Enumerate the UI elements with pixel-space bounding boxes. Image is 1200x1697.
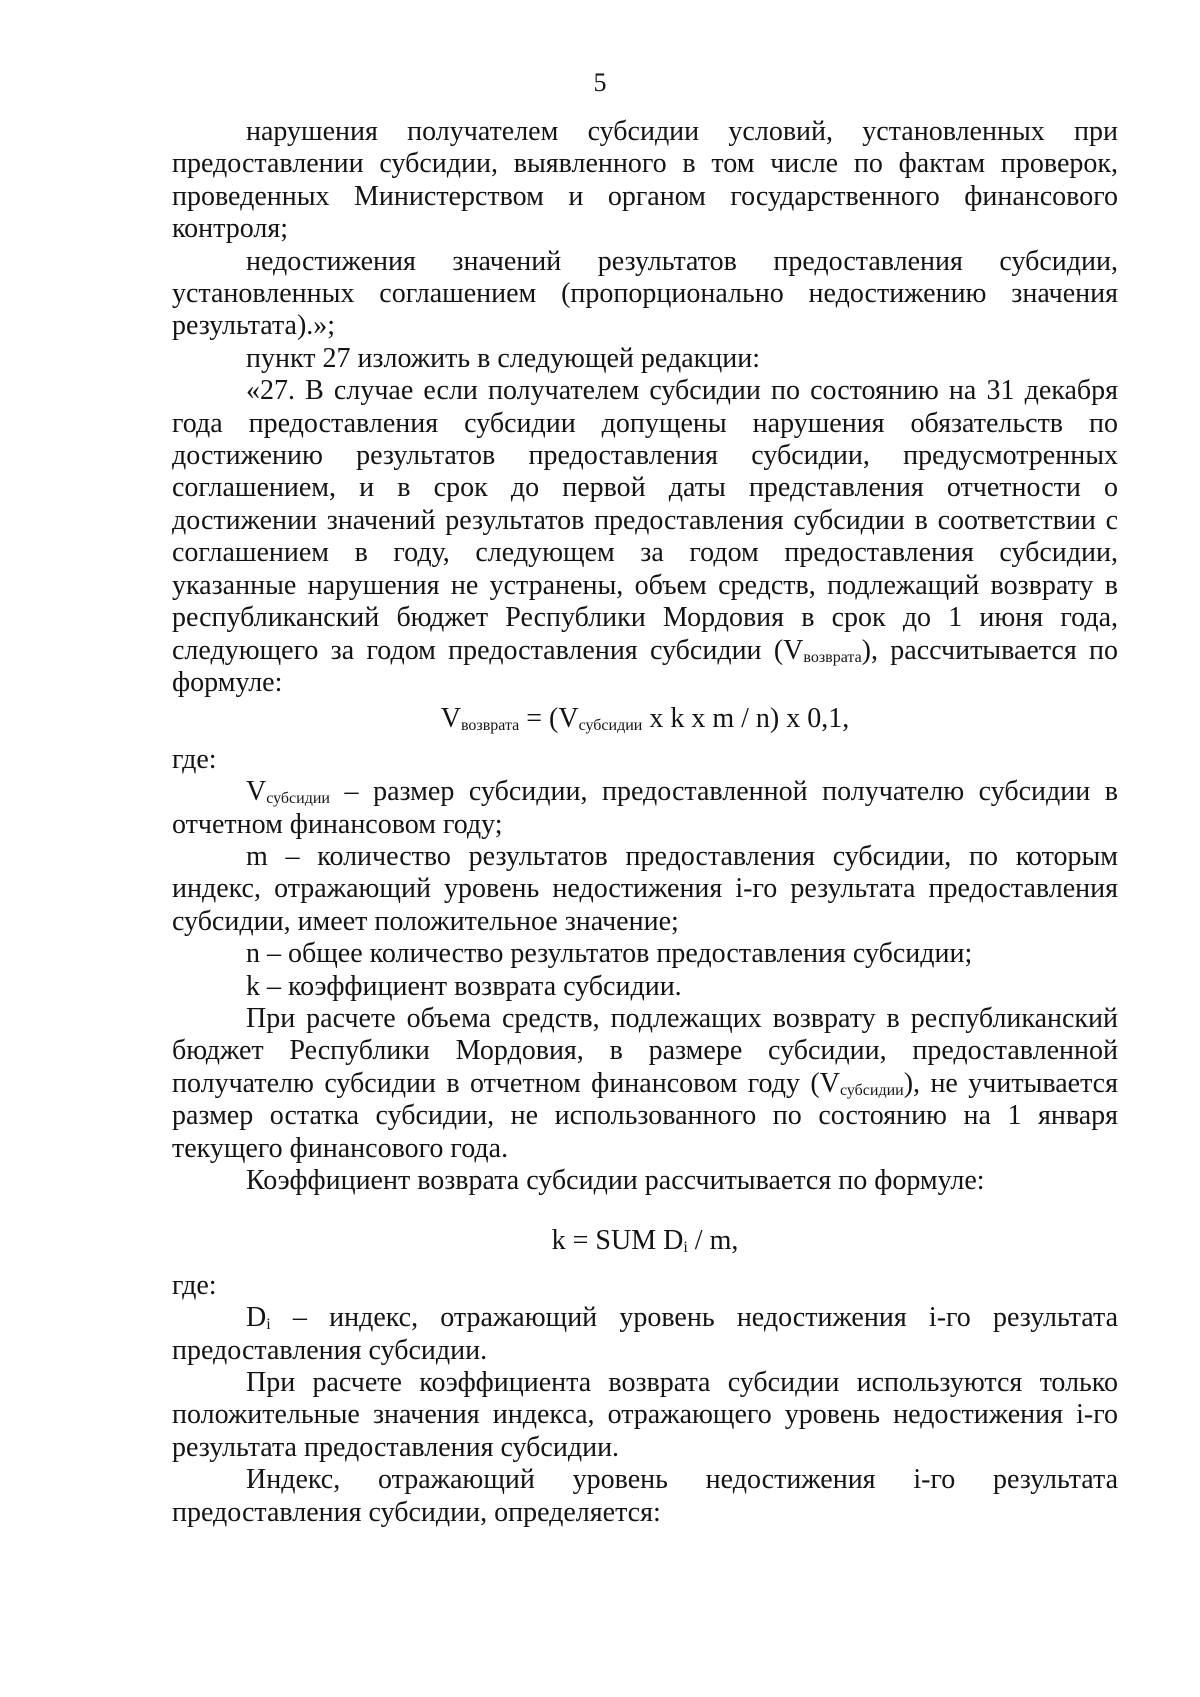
v-subsidy-text: – размер субсидии, предоставленной получателю субсидии в отчетном финансовом году; xyxy=(172,776,1118,840)
paragraph-amend-clause-27: пункт 27 изложить в следующей редакции: xyxy=(246,342,760,374)
d-symbol: D xyxy=(246,1302,267,1334)
formula1-mid-subscript: субсидии xyxy=(578,717,643,735)
paragraph-v-subsidy-definition xyxy=(172,776,1118,841)
formula1-tail: x k x m / n) x 0,1, xyxy=(642,703,850,735)
clause-27-subscript: возврата xyxy=(803,648,862,666)
formula2-main: k = SUM D xyxy=(551,1225,684,1257)
formula1-mid: = (V xyxy=(519,703,579,735)
d-definition-text: – индекс, отражающий уровень недостижения i-го результата предоставления субсидии. xyxy=(172,1302,1118,1366)
paragraph-k-definition: k – коэффициент возврата субсидии. xyxy=(246,970,682,1002)
paragraph-coefficient-intro: Коэффициент возврата субсидии рассчитывается по формуле: xyxy=(246,1165,985,1196)
page-number: 5 xyxy=(593,68,607,97)
where-label: где: xyxy=(172,743,217,775)
document-body xyxy=(172,116,1118,1529)
formula1-v: V xyxy=(440,703,461,735)
calculation-note-subscript: субсидии xyxy=(839,1081,904,1099)
paragraph-positive-values: При расчете коэффициента возврата субсидии используются только положительные значения индекса, отражающего уровень недостижения i-го результата предоставления субсидии. xyxy=(172,1367,1118,1463)
formula2-tail: / m, xyxy=(687,1225,739,1257)
clause-27-end: ), рассчитывается по формуле: xyxy=(172,634,1118,698)
v-subsidy-subscript: субсидии xyxy=(266,790,330,808)
paragraph-violation-conditions: нарушения получателем субсидии условий, установленных при предоставлении субсидии, выявленного в том числе по фактам проверок, проведенных Министерством и органом государственного финансового контроля; xyxy=(172,116,1118,245)
formula-coefficient xyxy=(172,1225,1118,1257)
where-label-2: где: xyxy=(172,1269,217,1301)
paragraph-index-determination: Индекс, отражающий уровень недостижения i-го результата предоставления субсидии, определяется: xyxy=(172,1464,1118,1528)
paragraph-d-definition xyxy=(172,1302,1118,1367)
d-subscript: i xyxy=(266,1316,271,1334)
paragraph-clause-27 xyxy=(172,375,1118,699)
calculation-note-text: При расчете объема средств, подлежащих возврату в республиканский бюджет Республики Мордовия, в размере субсидии, предоставленной получателю субсидии в отчетном финансовом году (V xyxy=(172,1002,1118,1099)
paragraph-n-definition: n – общее количество результатов предоставления субсидии; xyxy=(246,938,973,970)
v-symbol: V xyxy=(246,776,267,808)
formula-return-amount xyxy=(172,703,1118,735)
calculation-note-end: ), не учитывается размер остатка субсидии, не использованного по состоянию на 1 января текущего финансового года. xyxy=(172,1067,1118,1164)
paragraph-m-definition: m – количество результатов предоставления субсидии, по которым индекс, отражающий уровень недостижения i-го результата предоставления субсидии, имеет положительное значение; xyxy=(172,840,1118,937)
clause-27-text: «27. В случае если получателем субсидии по состоянию на 31 декабря года предоставления субсидии допущены нарушения обязательств по достижению результатов предоставления субсидии, предусмотренных соглашением, и в срок до первой даты представления отчетности о достижении значений результатов предоставления субсидии в соответствии с соглашением в году, следующем за годом предоставления субсидии, указанные нарушения не устранены, объем средств, подлежащий возврату в республиканский бюджет Республики Мордовия в срок до 1 июня года, следующего за годом предоставления субсидии (V xyxy=(172,375,1118,666)
paragraph-non-achievement: недостижения значений результатов предоставления субсидии, установленных соглашением (пропорционально недостижению значения результата).»; xyxy=(172,245,1118,342)
paragraph-calculation-note xyxy=(172,1003,1118,1165)
formula1-v-subscript: возврата xyxy=(460,717,520,735)
formula2-subscript: i xyxy=(683,1239,688,1257)
